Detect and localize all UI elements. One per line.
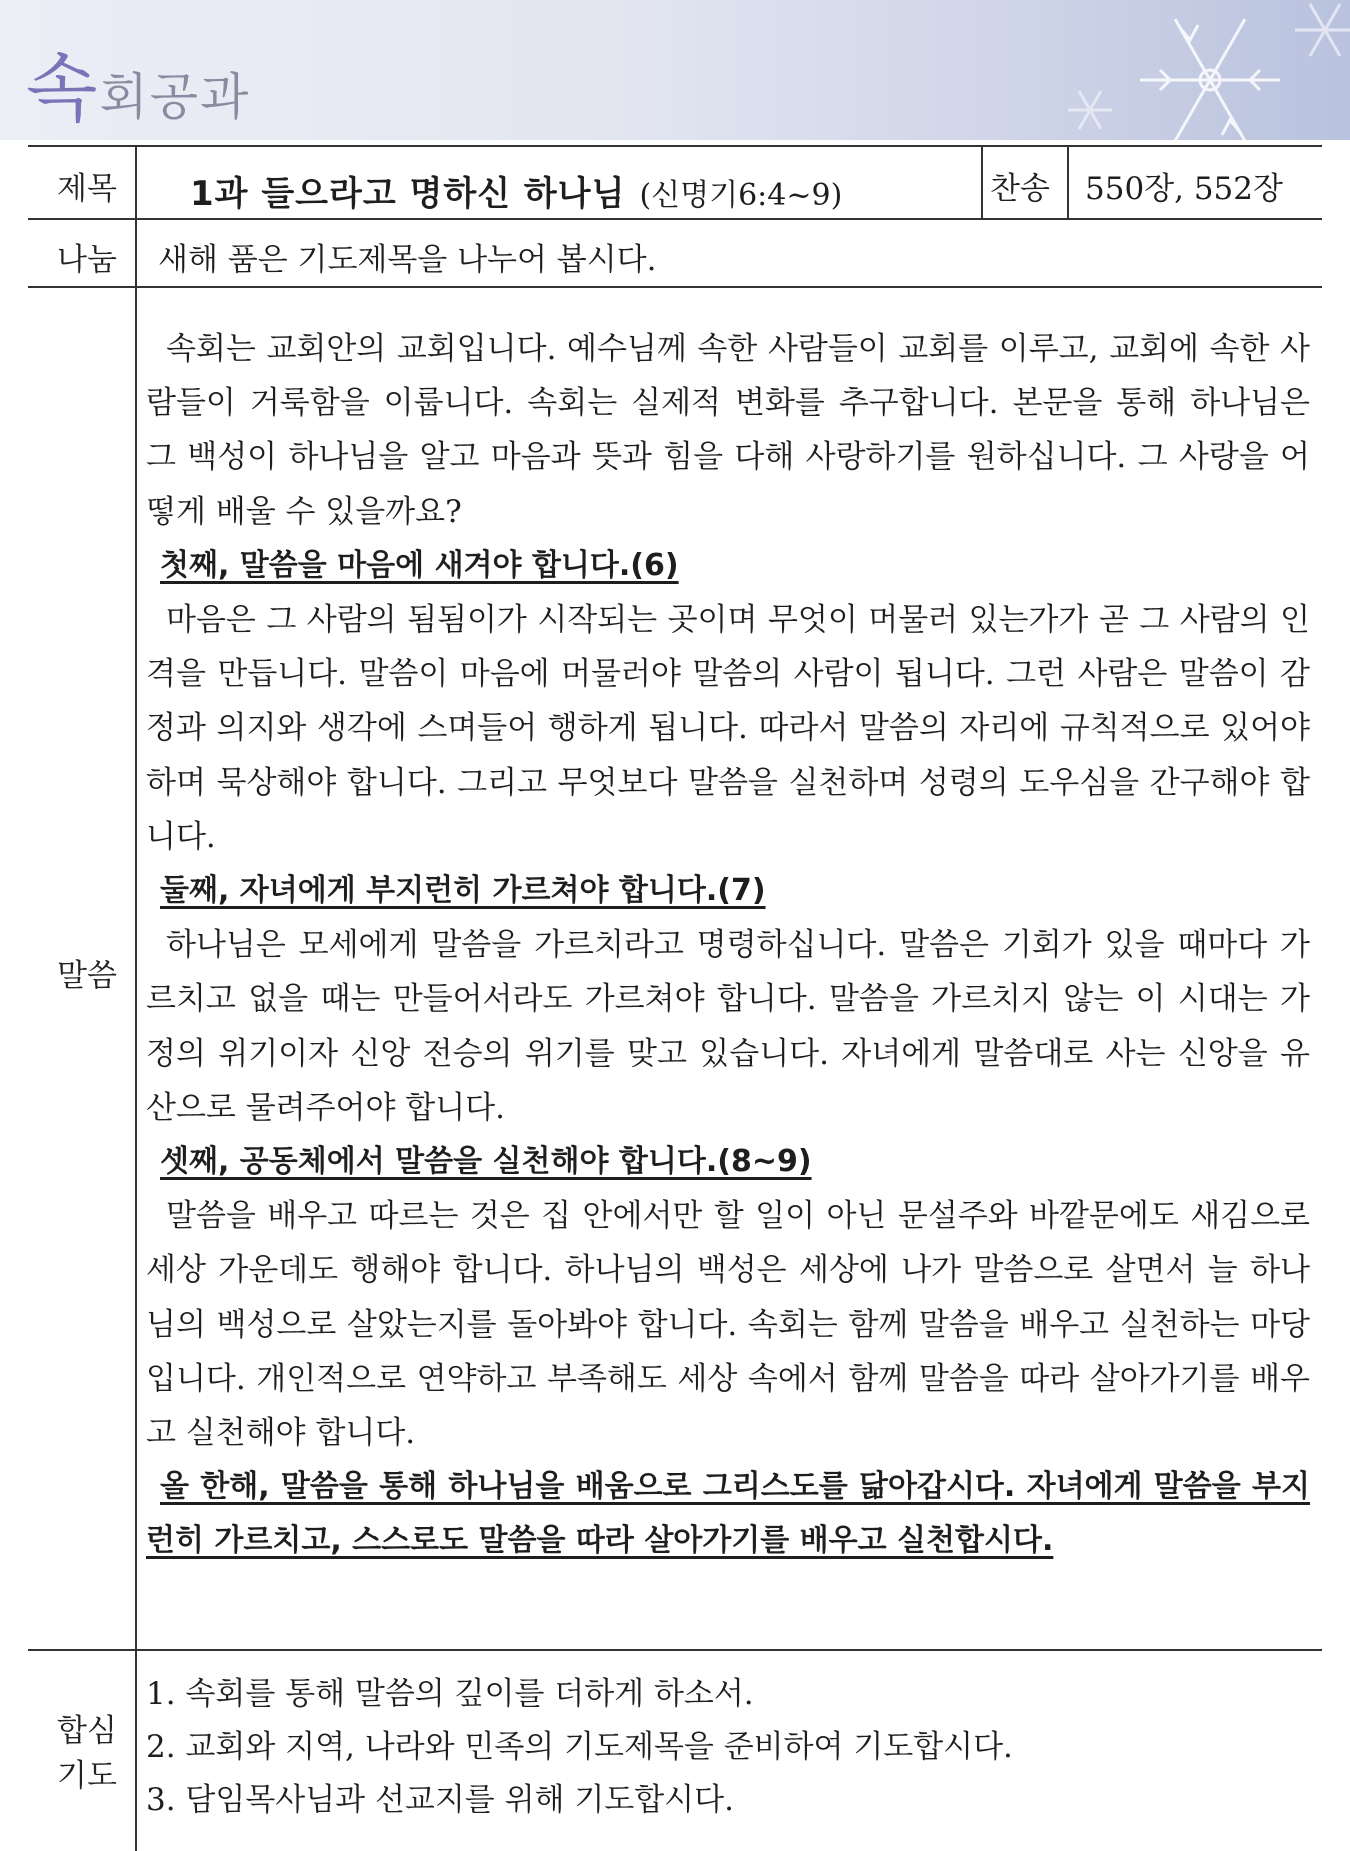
- lesson-title-line: [190, 166, 842, 215]
- prayer-label-bottom: 기도: [57, 1758, 117, 1794]
- prayer-list: [146, 1668, 1310, 1827]
- sermon-intro: 속회는 교회안의 교회입니다. 예수님께 속한 사람들이 교회를 이루고, 교회에 속한 사람들이 거룩함을 이룹니다. 속회는 실제적 변화를 추구합니다. 본문을 통해 하나님은 그 백성이 하나님을 알고 마음과 뜻과 힘을 다해 사랑하기를 원하십니다. 그 사랑을 어떻게 배울 수 있을까요?: [146, 331, 1310, 530]
- scripture-reference: (신명기6:4~9): [639, 178, 843, 213]
- lesson-title: 1과 들으라고 명하신 하나님: [190, 174, 626, 214]
- section-title: [26, 30, 250, 136]
- sermon-paragraph-1: 마음은 그 사람의 됨됨이가 시작되는 곳이며 무엇이 머물러 있는가가 곧 그 사람의 인격을 만듭니다. 말씀이 마음에 머물러야 말씀의 사람이 됩니다. 그런 사람은 말씀이 감정과 의지와 생각에 스며들어 행하게 됩니다. 따라서 말씀의 자리에 규칙적으로 있어야 하며 묵상해야 합니다. 그리고 무엇보다 말씀을 실천하며 성령의 도우심을 간구해야 합니다.: [146, 602, 1310, 855]
- prayer-item: 3. 담임목사님과 선교지를 위해 기도합시다.: [146, 1782, 734, 1818]
- sermon-body: [146, 322, 1310, 1569]
- sermon-paragraph-2: 하나님은 모세에게 말씀을 가르치라고 명령하십니다. 말씀은 기회가 있을 때마다 가르치고 없을 때는 만들어서라도 가르쳐야 합니다. 말씀을 가르치지 않는 이 시대는 가정의 위기이자 신앙 전승의 위기를 맞고 있습니다. 자녀에게 말씀대로 사는 신앙을 유산으로 물려주어야 합니다.: [146, 927, 1310, 1126]
- point-heading-1: 첫째, 말씀을 마음에 새겨야 합니다.(6): [160, 547, 679, 583]
- prayer-item: 1. 속회를 통해 말씀의 깊이를 더하게 하소서.: [146, 1676, 754, 1712]
- header-banner: [0, 0, 1350, 140]
- word-label: 말씀: [57, 958, 117, 994]
- snowflake-icon: [1050, 0, 1350, 140]
- title-label: 제목: [57, 171, 117, 207]
- section-title-initial: 속: [26, 46, 100, 132]
- section-title-rest: 회공과: [99, 68, 251, 126]
- sharing-text: 새해 품은 기도제목을 나누어 봅시다.: [158, 242, 657, 278]
- hymn-value: 550장, 552장: [1085, 171, 1283, 207]
- sharing-label: 나눔: [57, 242, 117, 278]
- point-heading-2: 둘째, 자녀에게 부지런히 가르쳐야 합니다.(7): [160, 873, 766, 909]
- sermon-paragraph-3: 말씀을 배우고 따르는 것은 집 안에서만 할 일이 아닌 문설주와 바깥문에도 새김으로 세상 가운데도 행해야 합니다. 하나님의 백성은 세상에 나가 말씀으로 살면서 늘 하나님의 백성으로 살았는지를 돌아봐야 합니다. 속회는 함께 말씀을 배우고 실천하는 마당입니다. 개인적으로 연약하고 부족해도 세상 속에서 함께 말씀을 따라 살아가기를 배우고 실천해야 합니다.: [146, 1198, 1310, 1452]
- hymn-label: 찬송: [990, 171, 1050, 207]
- sermon-conclusion: 올 한해, 말씀을 통해 하나님을 배움으로 그리스도를 닮아갑시다. 자녀에게 말씀을 부지런히 가르치고, 스스로도 말씀을 따라 살아가기를 배우고 실천합시다.: [146, 1469, 1310, 1559]
- prayer-label-top: 합심: [57, 1713, 117, 1749]
- point-heading-3: 셋째, 공동체에서 말씀을 실천해야 합니다.(8~9): [160, 1144, 812, 1180]
- prayer-item: 2. 교회와 지역, 나라와 민족의 기도제목을 준비하여 기도합시다.: [146, 1729, 1013, 1765]
